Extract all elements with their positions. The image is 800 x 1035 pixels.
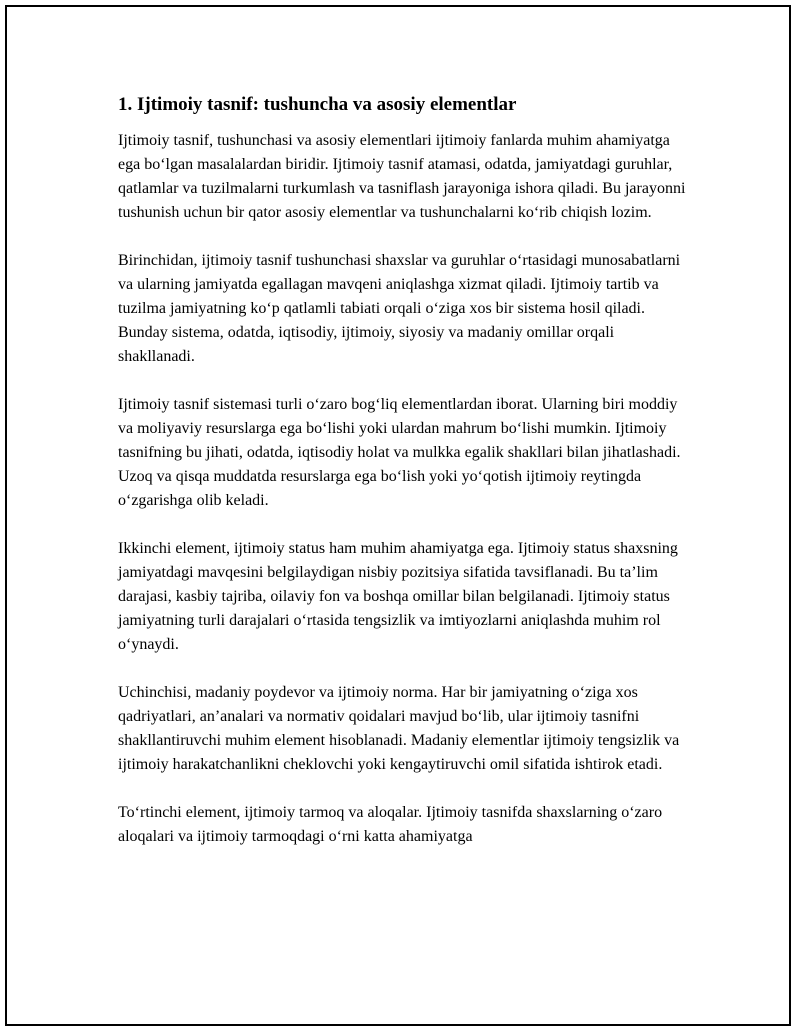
paragraph-3: Ijtimoiy tasnif sistemasi turli o‘zaro bog‘liq elementlardan iborat. Ularning biri moddiy va moliyaviy resurslarga ega bo‘lishi yoki ulardan mahrum bo‘lishi mumkin. Ijtimoiy tasnifning bu jihati, odatda, iqtisodiy holat va mulkka egalik shakllari bilan jihatlashadi. Uzoq va qisqa muddatda resurslarga ega bo‘lish yoki yo‘qotish ijtimoiy reytingda o‘zgarishga olib keladi. bbox=[118, 396, 681, 509]
document-body bbox=[118, 93, 692, 873]
section-heading: 1. Ijtimoiy tasnif: tushuncha va asosiy elementlar bbox=[118, 94, 517, 115]
paragraph-6: To‘rtinchi element, ijtimoiy tarmoq va aloqalar. Ijtimoiy tasnifda shaxslarning o‘zaro aloqalari va ijtimoiy tarmoqdagi o‘rni katta ahamiyatga bbox=[118, 804, 663, 845]
paragraph-4: Ikkinchi element, ijtimoiy status ham muhim ahamiyatga ega. Ijtimoiy status shaxsning jamiyatdagi mavqesini belgilaydigan nisbiy pozitsiya sifatida tavsiflanadi. Bu ta’lim darajasi, kasbiy tajriba, oilaviy fon va boshqa omillar bilan belgilanadi. Ijtimoiy status jamiyatning turli darajalari o‘rtasida tengsizlik va imtiyozlarni aniqlashda muhim rol o‘ynaydi. bbox=[118, 540, 678, 653]
paragraph-2: Birinchidan, ijtimoiy tasnif tushunchasi shaxslar va guruhlar o‘rtasidagi munosabatlarni va ularning jamiyatda egallagan mavqeni aniqlashga xizmat qiladi. Ijtimoiy tartib va tuzilma jamiyatning ko‘p qatlamli tabiati orqali o‘ziga xos bir sistema hosil qiladi. Bunday sistema, odatda, iqtisodiy, ijtimoiy, siyosiy va madaniy omillar orqali shakllanadi. bbox=[118, 252, 681, 365]
paragraph-5: Uchinchisi, madaniy poydevor va ijtimoiy norma. Har bir jamiyatning o‘ziga xos qadriyatlari, an’analari va normativ qoidalari mavjud bo‘lib, ular ijtimoiy tasnifni shakllantiruvchi muhim element hisoblanadi. Madaniy elementlar ijtimoiy tengsizlik va ijtimoiy harakatchanlikni cheklovchi yoki kengaytiruvchi omil sifatida ishtirok etadi. bbox=[118, 684, 680, 773]
paragraph-1: Ijtimoiy tasnif, tushunchasi va asosiy elementlari ijtimoiy fanlarda muhim ahamiyatga ega bo‘lgan masalalardan biridir. Ijtimoiy tasnif atamasi, odatda, jamiyatdagi guruhlar, qatlamlar va tuzilmalarni turkumlash va tasniflash jarayoniga ishora qiladi. Bu jarayonni tushunish uchun bir qator asosiy elementlar va tushunchalarni ko‘rib chiqish lozim. bbox=[118, 132, 686, 221]
